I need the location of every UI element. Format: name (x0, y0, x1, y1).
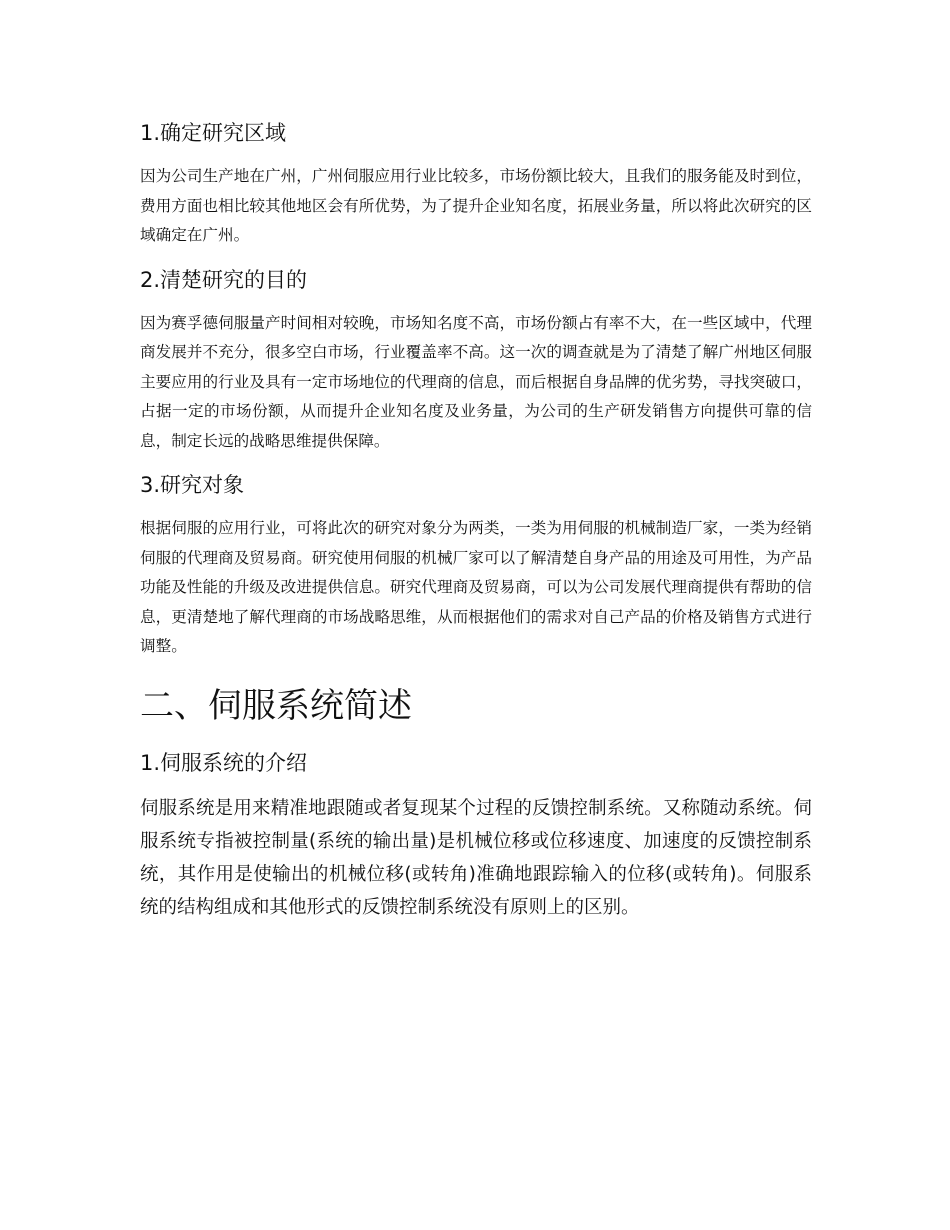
section-body-research-purpose: 因为赛孚德伺服量产时间相对较晚，市场知名度不高，市场份额占有率不大，在一些区域中，代理商发展并不充分，很多空白市场，行业覆盖率不高。这一次的调查就是为了清楚了解广州地区伺服主要应用的行业及具有一定市场地位的代理商的信息，而后根据自身品牌的优劣势，寻找突破口，占据一定的市场份额，从而提升企业知名度及业务量，为公司的生产研发销售方向提供可靠的信息，制定长远的战略思维提供保障。 (140, 313, 812, 450)
chapter-title: 二、伺服系统简述 (140, 685, 412, 726)
subsection-body-servo-intro: 伺服系统是用来精准地跟随或者复现某个过程的反馈控制系统。又称随动系统。伺服系统专指被控制量(系统的输出量)是机械位移或位移速度、加速度的反馈控制系统，其作用是使输出的机械位移(或转角)准确地跟踪输入的位移(或转角)。伺服系统的结构组成和其他形式的反馈控制系统没有原则上的区别。 (140, 797, 812, 918)
document-content (140, 118, 812, 924)
section-body-research-area: 因为公司生产地在广州，广州伺服应用行业比较多，市场份额比较大，且我们的服务能及时到位，费用方面也相比较其他地区会有所优势，为了提升企业知名度，拓展业务量，所以将此次研究的区域确定在广州。 (140, 167, 812, 244)
section-heading-research-area: 1.确定研究区域 (140, 121, 287, 145)
section-heading-research-purpose: 2.清楚研究的目的 (140, 267, 308, 292)
subsection-heading-servo-intro: 1.伺服系统的介绍 (140, 750, 308, 775)
section-heading-research-object: 3.研究对象 (140, 473, 245, 497)
section-body-research-object: 根据伺服的应用行业，可将此次的研究对象分为两类，一类为用伺服的机械制造厂家，一类为经销伺服的代理商及贸易商。研究使用伺服的机械厂家可以了解清楚自身产品的用途及可用性，为产品功能及性能的升级及改进提供信息。研究代理商及贸易商，可以为公司发展代理商提供有帮助的信息，更清楚地了解代理商的市场战略思维，从而根据他们的需求对自己产品的价格及销售方式进行调整。 (140, 519, 812, 655)
